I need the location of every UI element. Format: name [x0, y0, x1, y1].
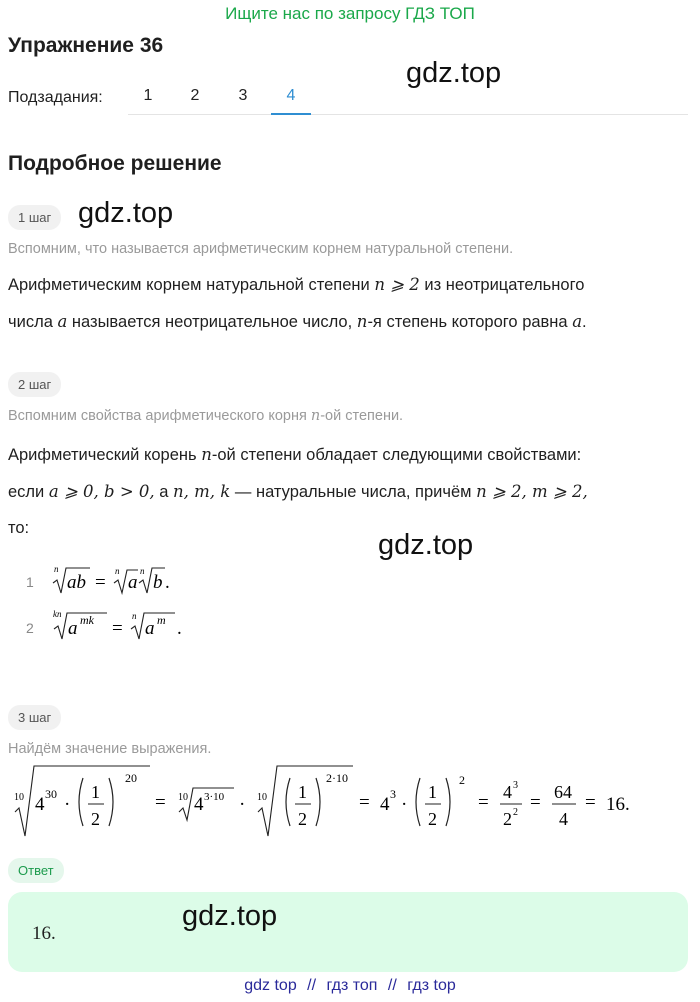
- svg-text:kn: kn: [53, 609, 62, 619]
- property-2-formula: [50, 604, 220, 644]
- svg-text:10: 10: [257, 792, 267, 803]
- svg-text:a: a: [145, 618, 155, 639]
- svg-text:.: .: [165, 572, 170, 593]
- svg-text:4: 4: [380, 794, 390, 815]
- step-1-hint: Вспомним, что называется арифметическим корнем натуральной степени.: [8, 241, 514, 257]
- svg-text:3: 3: [513, 780, 518, 791]
- watermark: gdz.top: [182, 900, 278, 932]
- answer-value: 16.: [32, 923, 56, 944]
- svg-text:1: 1: [298, 782, 307, 802]
- svg-text:4: 4: [194, 794, 204, 815]
- svg-text:10: 10: [14, 792, 24, 803]
- svg-text:=: =: [478, 792, 489, 813]
- svg-text:=: =: [530, 792, 541, 813]
- footer-link-gdz-top[interactable]: gdz top: [244, 977, 297, 994]
- footer-separator: //: [387, 977, 397, 994]
- svg-text:1: 1: [91, 782, 100, 802]
- solution-title: Подробное решение: [8, 152, 222, 175]
- svg-text:·: ·: [401, 794, 408, 815]
- svg-text:.: .: [177, 618, 182, 639]
- step-2-line-3: то:: [8, 519, 30, 537]
- svg-text:64: 64: [554, 782, 572, 802]
- svg-text:30: 30: [45, 787, 57, 801]
- svg-text:4: 4: [503, 782, 512, 802]
- property-2-number: 2: [26, 620, 34, 636]
- svg-text:2: 2: [298, 809, 307, 829]
- svg-text:4: 4: [35, 794, 45, 815]
- svg-text:10: 10: [178, 792, 188, 803]
- svg-text:16.: 16.: [606, 794, 630, 815]
- svg-text:1: 1: [428, 782, 437, 802]
- svg-text:2·10: 2·10: [326, 771, 348, 785]
- watermark: gdz.top: [78, 197, 174, 229]
- svg-text:4: 4: [559, 809, 568, 829]
- svg-text:=: =: [112, 618, 123, 639]
- svg-text:n: n: [54, 564, 59, 574]
- svg-text:a: a: [128, 572, 138, 593]
- svg-text:=: =: [585, 792, 596, 813]
- svg-text:n: n: [132, 611, 137, 621]
- step-3-hint: Найдём значение выражения.: [8, 741, 212, 757]
- svg-text:2: 2: [428, 809, 437, 829]
- step-1-line-2: числа a называется неотрицательное число, n-я степень которого равна a.: [8, 312, 587, 331]
- svg-text:·: ·: [239, 794, 246, 815]
- svg-text:3: 3: [390, 787, 396, 801]
- tab-subtask-1[interactable]: 1: [143, 87, 153, 104]
- svg-text:mk: mk: [80, 613, 94, 627]
- step-3-badge: 3 шаг: [8, 705, 61, 730]
- page-title: Упражнение 36: [8, 34, 164, 57]
- answer-box: [8, 892, 688, 972]
- svg-text:20: 20: [125, 771, 137, 785]
- tab-subtask-3[interactable]: 3: [238, 87, 248, 104]
- step-2-line-1: Арифметический корень n-ой степени обладает следующими свойствами:: [8, 445, 582, 464]
- step-3-calculation: [8, 762, 668, 838]
- step-2-badge: 2 шаг: [8, 372, 61, 397]
- footer-link-gdz-top-mixed[interactable]: гдз top: [407, 977, 456, 994]
- footer-links: [0, 977, 700, 995]
- svg-text:2: 2: [459, 773, 465, 787]
- tab-subtask-4[interactable]: 4: [271, 78, 311, 115]
- svg-text:·: ·: [64, 794, 71, 815]
- watermark: gdz.top: [378, 529, 474, 561]
- property-1-number: 1: [26, 574, 34, 590]
- svg-text:a: a: [68, 618, 78, 639]
- svg-text:n: n: [140, 566, 145, 576]
- step-1-line-1: Арифметическим корнем натуральной степени n ⩾ 2 из неотрицательного: [8, 275, 585, 294]
- subtask-tabs: [128, 78, 688, 115]
- step-2-line-2: если a ⩾ 0, b > 0, а n, m, k — натуральные числа, причём n ⩾ 2, m ⩾ 2,: [8, 482, 588, 501]
- svg-text:2: 2: [503, 809, 512, 829]
- footer-separator: //: [307, 977, 317, 994]
- watermark: gdz.top: [406, 57, 502, 89]
- svg-text:=: =: [359, 792, 370, 813]
- subtasks-label: Подзадания:: [8, 89, 103, 106]
- svg-text:2: 2: [513, 807, 518, 818]
- svg-text:=: =: [95, 572, 106, 593]
- tab-subtask-2[interactable]: 2: [190, 87, 200, 104]
- svg-text:m: m: [157, 613, 166, 627]
- svg-text:2: 2: [91, 809, 100, 829]
- svg-text:n: n: [115, 566, 120, 576]
- svg-text:=: =: [155, 792, 166, 813]
- step-1-badge: 1 шаг: [8, 205, 61, 230]
- answer-badge: Ответ: [8, 858, 64, 883]
- svg-text:ab: ab: [67, 572, 86, 593]
- svg-text:3·10: 3·10: [204, 791, 225, 803]
- promo-banner[interactable]: Ищите нас по запросу ГДЗ ТОП: [225, 4, 475, 23]
- step-2-hint: Вспомним свойства арифметического корня n-ой степени.: [8, 408, 404, 424]
- svg-text:b: b: [153, 572, 163, 593]
- property-1-formula: [50, 560, 200, 600]
- footer-link-gdz-top-ru[interactable]: гдз топ: [326, 977, 378, 994]
